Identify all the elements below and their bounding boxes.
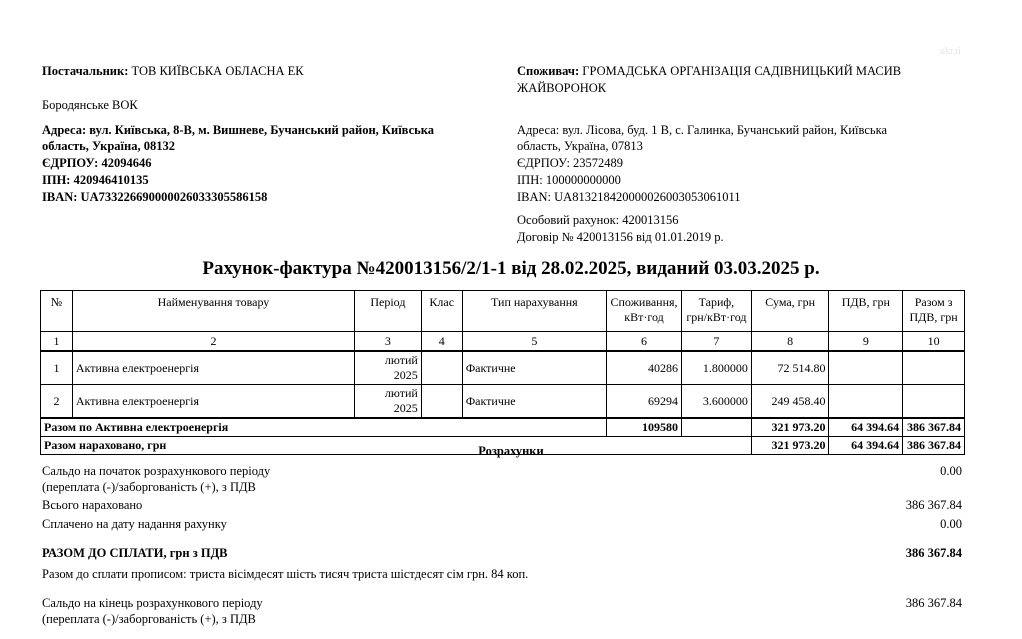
supplier-address-line1: Адреса: вул. Київська, 8-В, м. Вишневе, Бучанський район, Київська <box>42 123 434 137</box>
header-consumption: Споживання, кВт·год <box>607 291 682 332</box>
consumer-edrpou: ЄДРПОУ: 23572489 <box>517 156 624 170</box>
accrued-total-value: 386 367.84 <box>905 498 962 512</box>
row-vat <box>829 351 903 385</box>
watermark: ukr.ti <box>940 46 961 57</box>
header-class: Клас <box>421 291 462 332</box>
consumer-name-line1: ГРОМАДСЬКА ОРГАНІЗАЦІЯ САДІВНИЦЬКИЙ МАСИВ <box>582 64 902 78</box>
row-period: лютий 2025 <box>355 351 422 385</box>
invoice-table <box>40 290 965 455</box>
consumer-name-line2: ЖАЙВОРОНОК <box>517 81 607 95</box>
subtotal-consumption: 109580 <box>607 418 682 437</box>
header-total: Разом з ПДВ, грн <box>903 291 965 332</box>
consumer-label: Споживач <box>517 64 575 78</box>
row-no: 2 <box>41 385 73 419</box>
col-number: 5 <box>462 332 606 352</box>
row-charge-type: Фактичне <box>462 385 606 419</box>
header-vat: ПДВ, грн <box>829 291 903 332</box>
supplier-ipn: ІПН: 420946410135 <box>42 173 149 187</box>
accrued-total: 386 367.84 <box>903 437 965 455</box>
row-consumption: 69294 <box>607 385 682 419</box>
col-number: 7 <box>682 332 752 352</box>
supplier-label: Постачальник <box>42 64 125 78</box>
row-tariff: 1.800000 <box>682 351 752 385</box>
accrued-total-label: Всього нараховано <box>42 498 143 512</box>
row-vat <box>829 385 903 419</box>
header-tariff: Тариф, грн/кВт·год <box>682 291 752 332</box>
closing-balance-value: 386 367.84 <box>905 596 962 610</box>
row-tariff: 3.600000 <box>682 385 752 419</box>
supplier-edrpou: ЄДРПОУ: 42094646 <box>42 156 152 170</box>
row-no: 1 <box>41 351 73 385</box>
row-period: лютий 2025 <box>355 385 422 419</box>
consumer-address-line2: область, Україна, 07813 <box>517 139 643 153</box>
col-number: 10 <box>903 332 965 352</box>
subtotal-vat: 64 394.64 <box>829 418 903 437</box>
header-period: Період <box>355 291 422 332</box>
row-name: Активна електроенергія <box>72 351 354 385</box>
header-sum: Сума, грн <box>751 291 829 332</box>
paid-value: 0.00 <box>940 517 962 531</box>
row-name: Активна електроенергія <box>72 385 354 419</box>
consumer-contract: Договір № 420013156 від 01.01.2019 р. <box>517 230 724 244</box>
subtotal-row <box>41 418 965 437</box>
opening-balance-label-2: (переплата (-)/заборгованість (+), з ПДВ <box>42 480 256 494</box>
supplier-heading: Постачальник: ТОВ КИЇВСЬКА ОБЛАСНА ЕК <box>42 64 304 78</box>
accrued-label: Разом нараховано, грн <box>41 437 752 455</box>
col-number: 6 <box>607 332 682 352</box>
row-consumption: 40286 <box>607 351 682 385</box>
accrued-sum: 321 973.20 <box>751 437 829 455</box>
consumer-iban: IBAN: UA813218420000026003053061011 <box>517 190 741 204</box>
row-class <box>421 351 462 385</box>
row-sum: 249 458.40 <box>751 385 829 419</box>
table-row <box>41 385 965 419</box>
paid-label: Сплачено на дату надання рахунку <box>42 517 227 531</box>
header-no: № <box>41 291 73 332</box>
closing-balance-label-2: (переплата (-)/заборгованість (+), з ПДВ <box>42 612 256 626</box>
col-number: 9 <box>829 332 903 352</box>
closing-balance-label-1: Сальдо на кінець розрахункового періоду <box>42 596 263 610</box>
to-pay-label: РАЗОМ ДО СПЛАТИ, грн з ПДВ <box>42 546 228 560</box>
row-total <box>903 351 965 385</box>
header-charge-type: Тип нарахування <box>462 291 606 332</box>
column-number-row <box>41 332 965 352</box>
invoice-title: Рахунок-фактура №420013156/2/1-1 від 28.02.2025, виданий 03.03.2025 р. <box>202 258 820 279</box>
col-number: 1 <box>41 332 73 352</box>
col-number: 8 <box>751 332 829 352</box>
subtotal-sum: 321 973.20 <box>751 418 829 437</box>
subtotal-total: 386 367.84 <box>903 418 965 437</box>
supplier-iban: IBAN: UA733226690000026033305586158 <box>42 190 268 204</box>
col-number: 2 <box>72 332 354 352</box>
supplier-branch: Бородянське ВОК <box>42 98 138 112</box>
row-class <box>421 385 462 419</box>
row-charge-type: Фактичне <box>462 351 606 385</box>
opening-balance-label-1: Сальдо на початок розрахункового періоду <box>42 464 271 478</box>
subtotal-label: Разом по Активна електроенергія <box>41 418 607 437</box>
row-total <box>903 385 965 419</box>
col-number: 4 <box>421 332 462 352</box>
to-pay-value: 386 367.84 <box>905 546 962 560</box>
consumer-ipn: ІПН: 100000000000 <box>517 173 621 187</box>
header-name: Найменування товару <box>72 291 354 332</box>
supplier-name: ТОВ КИЇВСЬКА ОБЛАСНА ЕК <box>131 64 304 78</box>
settlements-heading: Розрахунки <box>478 444 544 458</box>
accrued-vat: 64 394.64 <box>829 437 903 455</box>
col-number: 3 <box>355 332 422 352</box>
to-pay-in-words: Разом до сплати прописом: триста вісімдесят шість тисяч триста шістдесят сім грн. 84 коп. <box>42 567 529 581</box>
consumer-account: Особовий рахунок: 420013156 <box>517 213 679 227</box>
table-header-row <box>41 291 965 332</box>
opening-balance-value: 0.00 <box>940 464 962 478</box>
table-row <box>41 351 965 385</box>
row-sum: 72 514.80 <box>751 351 829 385</box>
supplier-address-line2: область, Україна, 08132 <box>42 139 175 153</box>
consumer-heading: Споживач: ГРОМАДСЬКА ОРГАНІЗАЦІЯ САДІВНИЦЬКИЙ МАСИВ <box>517 64 902 78</box>
consumer-address-line1: Адреса: вул. Лісова, буд. 1 В, с. Галинка, Бучанський район, Київська <box>517 123 888 137</box>
